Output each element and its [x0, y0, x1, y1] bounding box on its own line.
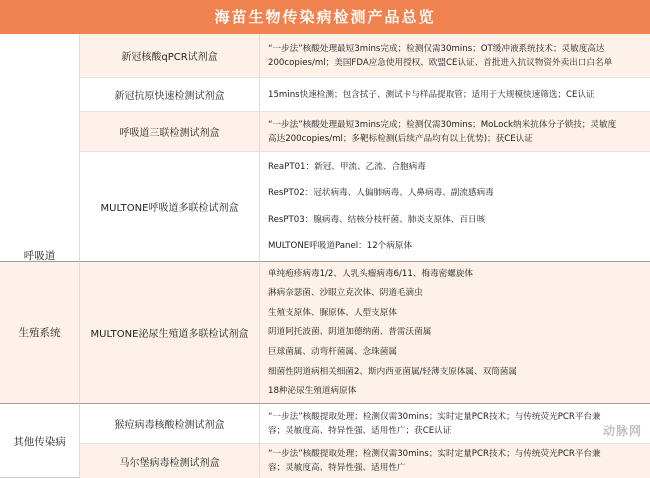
description-line: 单纯疱疹病毒1/2、人乳头瘤病毒6/11、梅毒密螺旋体: [268, 267, 644, 281]
description-line: 生殖支原体、脲原体、人型支原体: [268, 306, 644, 320]
product-table: [0, 34, 650, 445]
product-name: 猴痘病毒核酸检测试剂盒: [80, 404, 260, 444]
category-other: 其他传染病: [0, 404, 80, 478]
product-description: [260, 78, 650, 112]
category-respiratory-continued: [0, 152, 80, 262]
description-line: 巨球菌属、动弯杆菌属、念珠菌属: [268, 345, 644, 359]
product-description: [260, 112, 650, 152]
description-line: 容；灵敏度高、特异性强、适用性广: [268, 461, 644, 475]
product-description: [260, 262, 650, 404]
product-description: [260, 444, 650, 478]
description-line: ResPT03：腺病毒、结核分枝杆菌、肺炎支原体、百日咳: [268, 213, 644, 227]
product-description: [260, 34, 650, 78]
description-line: 淋病奈瑟菌、沙眼立克次体、阴道毛滴虫: [268, 286, 644, 300]
description-line: “一步法”核酸提取处理；检测仅需30mins；实时定量PCR技术；与传统荧光PCR平台兼: [268, 447, 644, 461]
watermark-logo: 动脉网: [603, 422, 642, 439]
category-reproductive: 生殖系统: [0, 262, 80, 404]
description-line: ReaPT01：新冠、甲流、乙流、合胞病毒: [268, 160, 644, 174]
description-line: “一步法”核酸处理最短3mins完成；检测仅需30mins；OT缓冲液系统技术；灵敏度高达: [268, 42, 644, 56]
product-name: MULTONE泌尿生殖道多联检试剂盒: [80, 262, 260, 404]
product-name: MULTONE呼吸道多联检试剂盒: [80, 152, 260, 262]
description-line: ResPT02：冠状病毒、人偏肺病毒、人鼻病毒、副流感病毒: [268, 186, 644, 200]
description-line: 阴道阿托波菌、阴道加德纳菌、普雷沃菌属: [268, 325, 644, 339]
description-line: 200copies/ml；美国FDA应急使用授权、欧盟CE认证、首批进入抗议物资外卖出口白名单: [268, 56, 644, 70]
description-line: 容；灵敏度高、特异性强、适用性广；获CE认证: [268, 424, 644, 438]
description-line: 高达200copies/ml；多靶标检测(后续产品均有以上优势)；获CE认证: [268, 132, 644, 146]
description-line: “一步法”核酸处理最短3mins完成；检测仅需30mins；MoLock纳米抗体分子锁技；灵敏度: [268, 118, 644, 132]
category-respiratory: 呼吸道: [0, 34, 80, 478]
product-description: [260, 152, 650, 262]
product-name: 呼吸道三联检测试剂盒: [80, 112, 260, 152]
table-lower-section: [0, 152, 650, 478]
product-description: [260, 404, 650, 444]
product-name: 新冠核酸qPCR试剂盒: [80, 34, 260, 78]
product-name: 新冠抗原快速检测试剂盒: [80, 78, 260, 112]
description-line: 细菌性阴道病相关细菌2、斯内西亚菌属/轻薄支原体属、双筒菌属: [268, 365, 644, 379]
description-line: 18种泌尿生殖道病原体: [268, 384, 644, 398]
description-line: MULTONE呼吸道Panel：12个病原体: [268, 239, 644, 253]
description-line: 15mins快速检测；包含拭子、测试卡与样品提取管；适用于大规模快速筛选；CE认证: [268, 88, 644, 102]
product-name: 马尔堡病毒检测试剂盒: [80, 444, 260, 478]
description-line: “一步法”核酸提取处理；检测仅需30mins；实时定量PCR技术；与传统荧光PCR平台兼: [268, 410, 644, 424]
page-title: 海苗生物传染病检测产品总览: [0, 0, 650, 34]
